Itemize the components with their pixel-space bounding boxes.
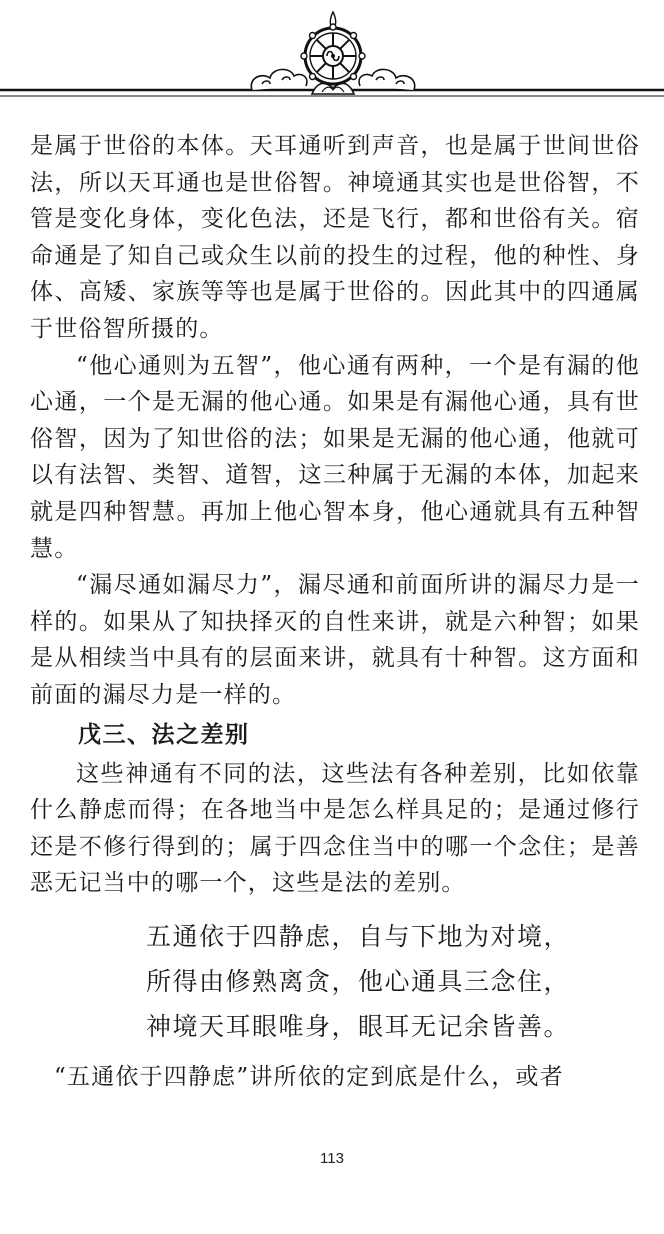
verse-line: 所得由修熟离贪，他心通具三念住， xyxy=(146,966,571,996)
verse-line: 神境天耳眼唯身，眼耳无记余皆善。 xyxy=(146,1011,571,1041)
page-header-ornament xyxy=(0,0,664,104)
verse-line: 五通依于四静虑，自与下地为对境， xyxy=(146,921,571,951)
closing-paragraph: “五通依于四静虑”讲所依的定到底是什么，或者 xyxy=(54,1063,564,1090)
verse-block xyxy=(30,914,640,1049)
page-number: 113 xyxy=(320,1150,344,1167)
dharma-wheel-icon xyxy=(301,12,365,94)
paragraph-continuation: 是属于世俗的本体。天耳通听到声音，也是属于世间世俗法，所以天耳通也是世俗智。神境通其实也是世俗智，不管是变化身体，变化色法，还是飞行，都和世俗有关。宿命通是了知自己或众生以前的投生的过程，他的种性、身体、高矮、家族等等也是属于世俗的。因此其中的四通属于世俗智所摄的。 xyxy=(30,133,640,342)
cloud-scroll-icon xyxy=(251,69,307,90)
section-heading: 戊三、法之差别 xyxy=(78,721,250,748)
header-ornament-graphic xyxy=(0,0,664,104)
cloud-scroll-icon xyxy=(359,69,415,90)
page-body xyxy=(30,128,640,1095)
paragraph-other-minds: “他心通则为五智”，他心通有两种，一个是有漏的他心通，一个是无漏的他心通。如果是有漏他心通，具有世俗智，因为了知世俗的法；如果是无漏的他心通，他就可以有法智、类智、道智，这三种属于无漏的本体，加起来就是四种智慧。再加上他心智本身，他心通就具有五种智慧。 xyxy=(30,352,640,562)
paragraph-exhaustion: “漏尽通如漏尽力”，漏尽通和前面所讲的漏尽力是一样的。如果从了知抉择灭的自性来讲，就是六种智；如果是从相续当中具有的层面来讲，就具有十种智。这方面和前面的漏尽力是一样的。 xyxy=(30,572,640,708)
section-intro-paragraph: 这些神通有不同的法，这些法有各种差别，比如依靠什么静虑而得；在各地当中是怎么样具足的；是通过修行还是不修行得到的；属于四念住当中的哪一个念住；是善恶无记当中的哪一个，这些是法的差别。 xyxy=(30,760,640,897)
